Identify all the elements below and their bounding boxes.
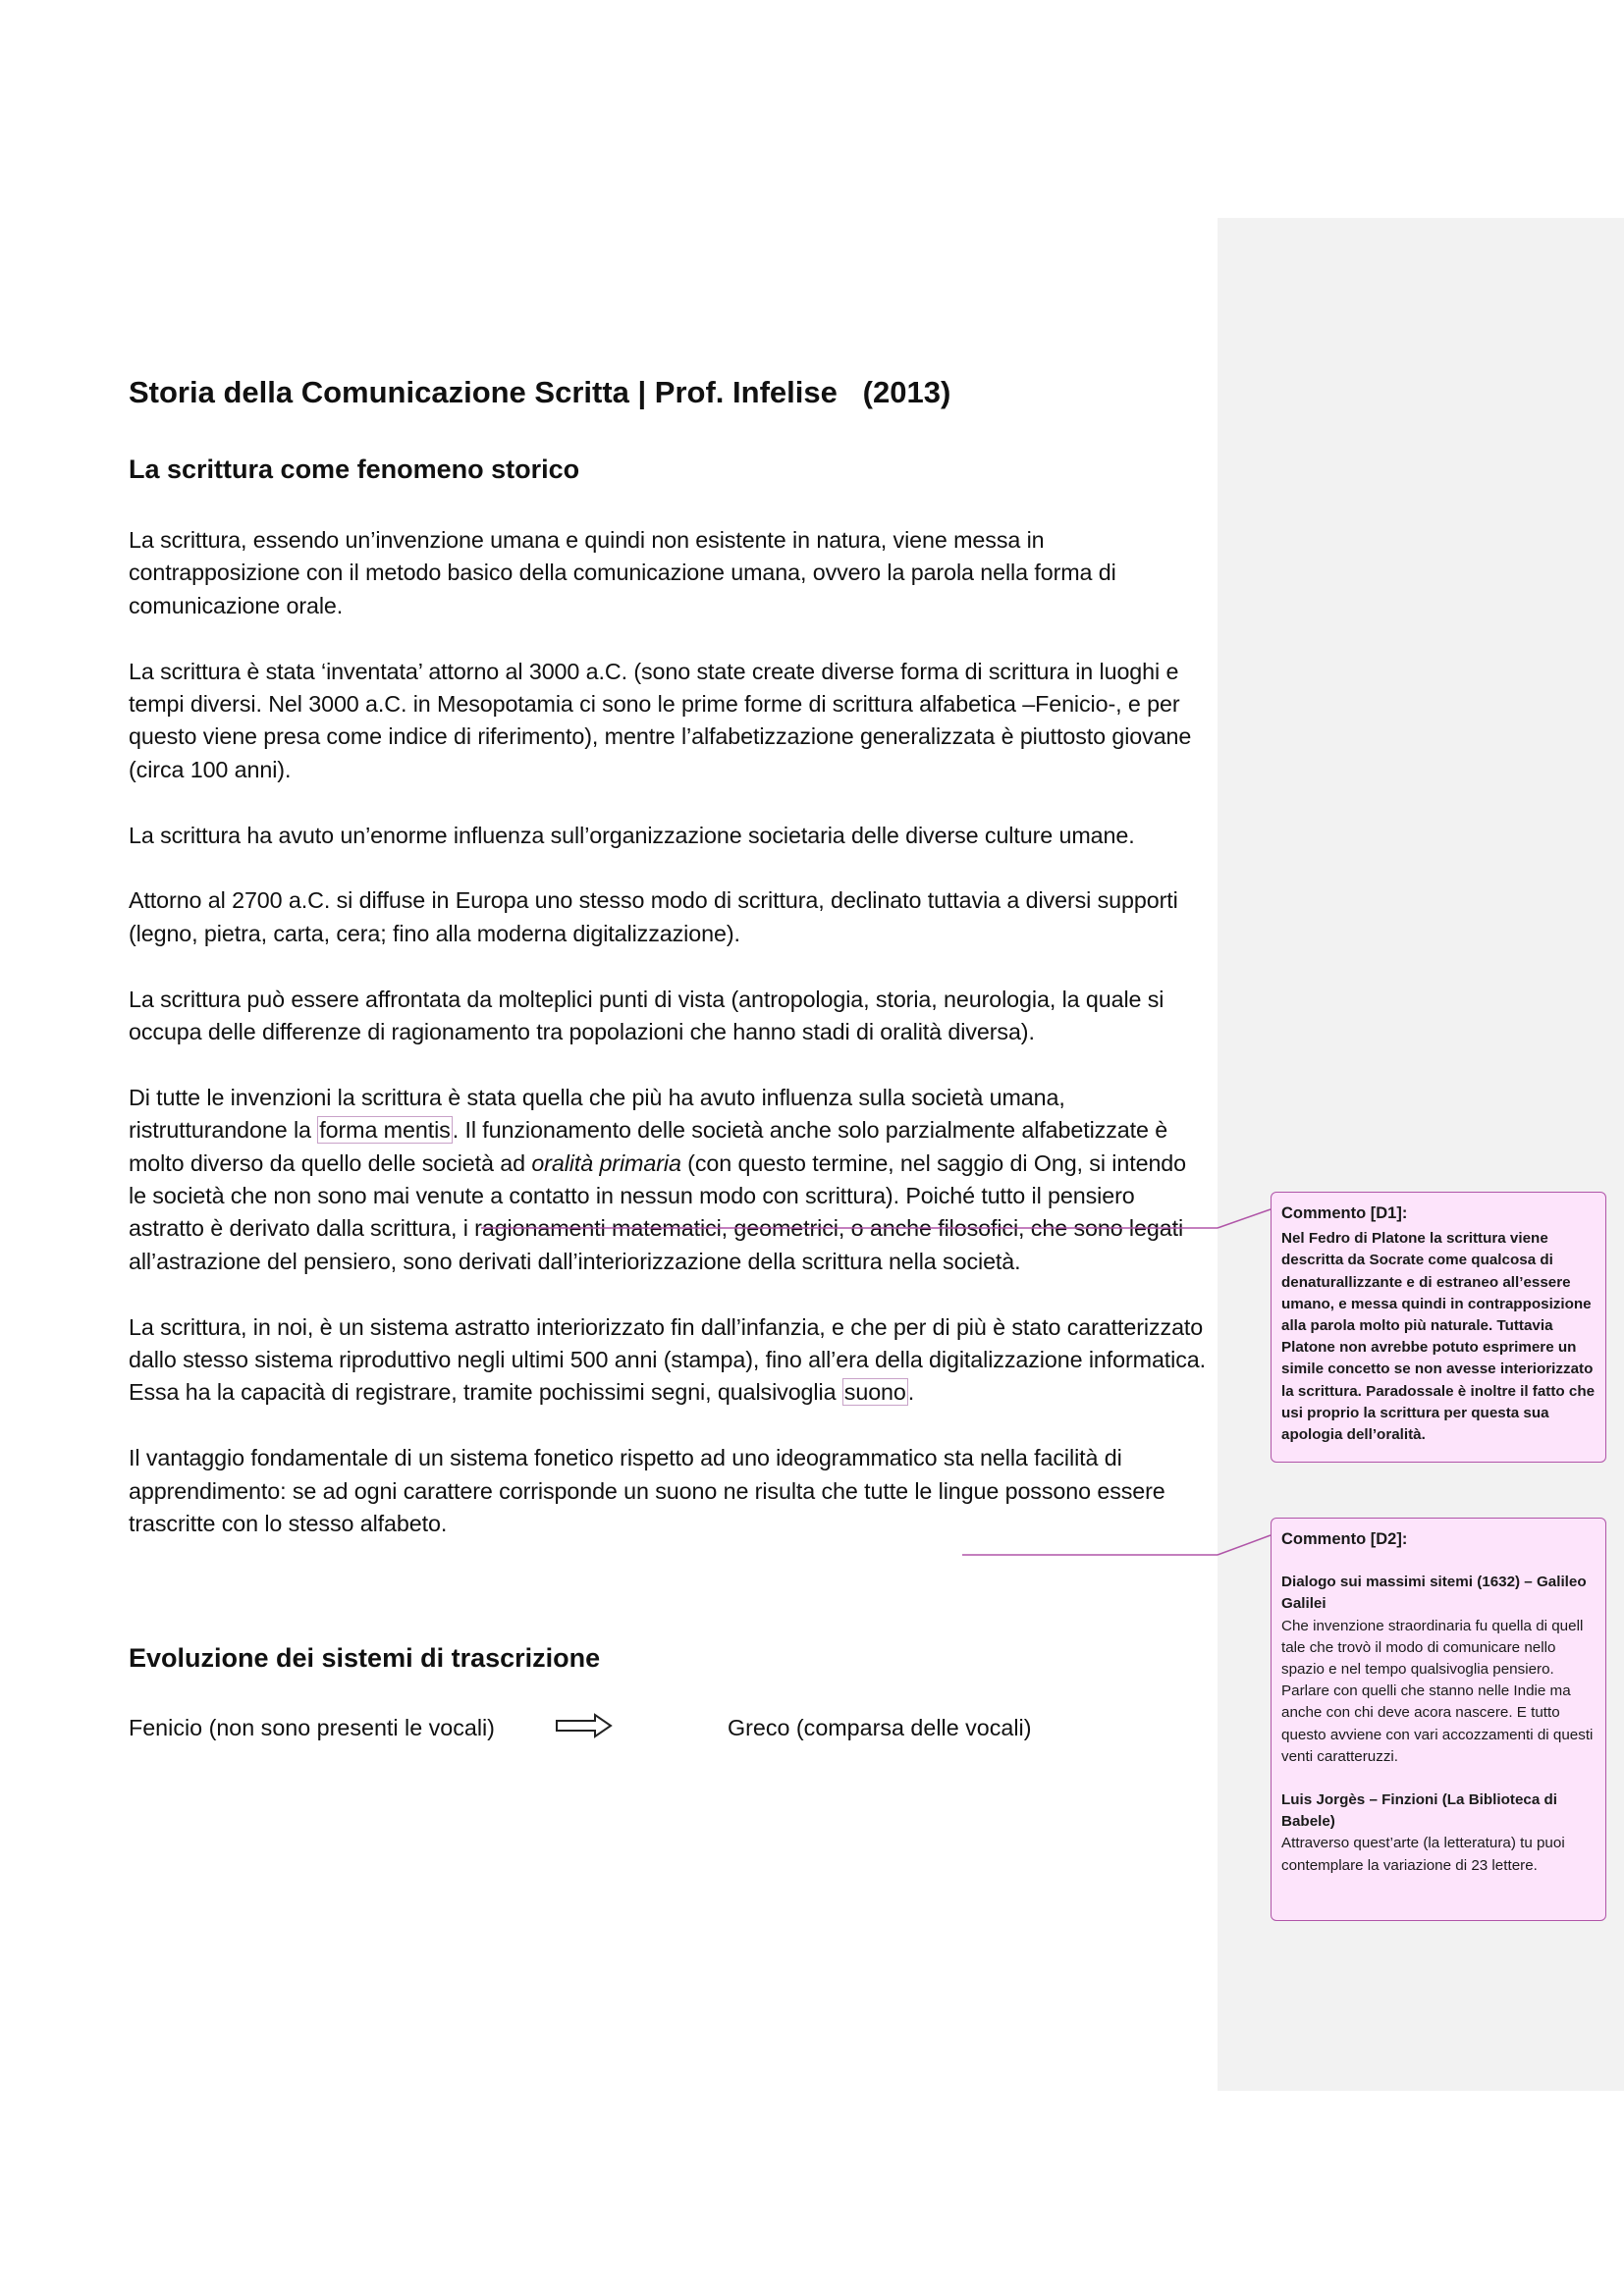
comment-d2-header: Commento [D2]: xyxy=(1281,1530,1408,1548)
transition-to: Greco (comparsa delle vocali) xyxy=(728,1715,1032,1741)
paragraph-8: Il vantaggio fondamentale di un sistema fonetico rispetto ad uno ideogrammatico sta nella facilità di apprendimento: se ad ogni carattere corrisponde un suono ne risulta che tutte le lingue possono essere trascritte con lo stesso alfabeto. xyxy=(129,1445,1165,1537)
paragraph-6 xyxy=(129,1082,1209,1278)
paragraph-1: La scrittura, essendo un’invenzione umana e quindi non esistente in natura, viene messa in contrapposizione con il metodo basico della comunicazione umana, ovvero la parola nella forma di comunicazione orale. xyxy=(129,527,1116,618)
transition-from: Fenicio (non sono presenti le vocali) xyxy=(129,1715,495,1741)
paragraph-7-text: La scrittura, in noi, è un sistema astratto interiorizzato fin dall’infanzia, e che per di più è stato caratterizzato dallo stesso sistema riproduttivo negli ultimi 500 anni (stampa), fino all’era della digitalizzazione informatica. xyxy=(129,1313,1207,1373)
comment-d2-reference-2: Luis Jorgès – Finzioni (La Biblioteca di Babele) xyxy=(1281,1791,1558,1831)
paragraph-4: Attorno al 2700 a.C. si diffuse in Europa uno stesso modo di scrittura, declinato tuttavia a diversi supporti (legno, pietra, carta, cera; fino alla moderna digitalizzazione). xyxy=(129,887,1178,946)
comment-d2-reference-1: Dialogo sui massimi sitemi (1632) – Galileo Galilei xyxy=(1281,1574,1587,1613)
comment-d2[interactable] xyxy=(1271,1518,1606,1921)
comment-anchor-forma-mentis[interactable]: forma mentis xyxy=(319,1117,451,1144)
paragraph-3: La scrittura ha avuto un’enorme influenza sull’organizzazione societaria delle diverse culture umane. xyxy=(129,822,1135,848)
paragraph-6-text-a: Di tutte le invenzioni la scrittura è stata quella che più ha avuto influenza sulla società umana, ristrutturandone la xyxy=(129,1084,1065,1144)
comment-anchor-suono[interactable]: suono xyxy=(843,1379,906,1406)
paragraph-6-text-b: . Il funzionamento delle società anche solo parzialmente alfabetizzate è molto diverso da quello delle società ad xyxy=(129,1117,1168,1176)
paragraph-6-italic: oralità primaria xyxy=(531,1149,681,1176)
transcription-transition xyxy=(129,1711,1209,1744)
comment-d1-header: Commento [D1]: xyxy=(1281,1204,1408,1222)
paragraph-2: La scrittura è stata ‘inventata’ attorno al 3000 a.C. (sono state create diverse forma di scrittura in luoghi e tempi diversi. Nel 3000 a.C. in Mesopotamia ci sono le prime forme di scrittura alfabetica –Fenicio-, e per questo viene presa come indice di riferimento), mentre l’alfabetizzazione generalizzata è piuttosto giovane (circa 100 anni). xyxy=(129,658,1192,782)
comment-d2-quote-1: Che invenzione straordinaria fu quella di quell tale che trovò il modo di comunicare nello spazio e nel tempo qualsivoglia pensiero. Parlare con quelli che stanno nelle Indie ma anche con chi deve acora nascere. E tutto questo avviene con vari accozzamenti di questi venti caratteruzzi. xyxy=(1281,1617,1594,1765)
right-arrow-icon xyxy=(556,1713,613,1747)
section-title-evoluzione: Evoluzione dei sistemi di trascrizione xyxy=(129,1643,601,1674)
comment-d1[interactable] xyxy=(1271,1192,1606,1463)
document-body xyxy=(129,373,1209,1744)
paragraph-5: La scrittura può essere affrontata da molteplici punti di vista (antropologia, storia, neurologia, la quale si occupa delle differenze di ragionamento tra popolazioni che hanno stadi di oralità diversa). xyxy=(129,986,1164,1045)
section-title-scrittura: La scrittura come fenomeno storico xyxy=(129,454,580,484)
comment-d1-body: Nel Fedro di Platone la scrittura viene descritta da Socrate come qualcosa di denaturallizzante e di estraneo all’essere umano, e messa quindi in contrapposizione alla parola molto più naturale. Tuttavia Platone non avrebbe potuto esprimere un simile concetto se non avesse interiorizzato la scrittura. Paradossale è inoltre il fatto che usi proprio la scrittura per questa sua apologia dell’oralità. xyxy=(1281,1230,1596,1444)
comment-d2-quote-2: Attraverso quest’arte (la letteratura) tu puoi contemplare la variazione di 23 lettere. xyxy=(1281,1835,1565,1874)
paragraph-7 xyxy=(129,1311,1209,1410)
paragraph-6-text-c: (con questo termine, nel saggio di Ong, si intendo le società che non sono mai venute a contatto in nessun modo con scrittura). Poiché tutto il pensiero astratto è derivato dalla scrittura, i ragionamenti matematici, geometrici, o anche filosofici, che sono legati all’astrazione del pensiero, sono derivati dall’interiorizzazione della scrittura nella società. xyxy=(129,1149,1187,1274)
paragraph-7-line2-end: . xyxy=(907,1379,915,1406)
document-title: Storia della Comunicazione Scritta | Prof. Infelise (2013) xyxy=(129,375,951,409)
paragraph-7-line2: Essa ha la capacità di registrare, tramite pochissimi segni, qualsivoglia xyxy=(129,1379,842,1406)
